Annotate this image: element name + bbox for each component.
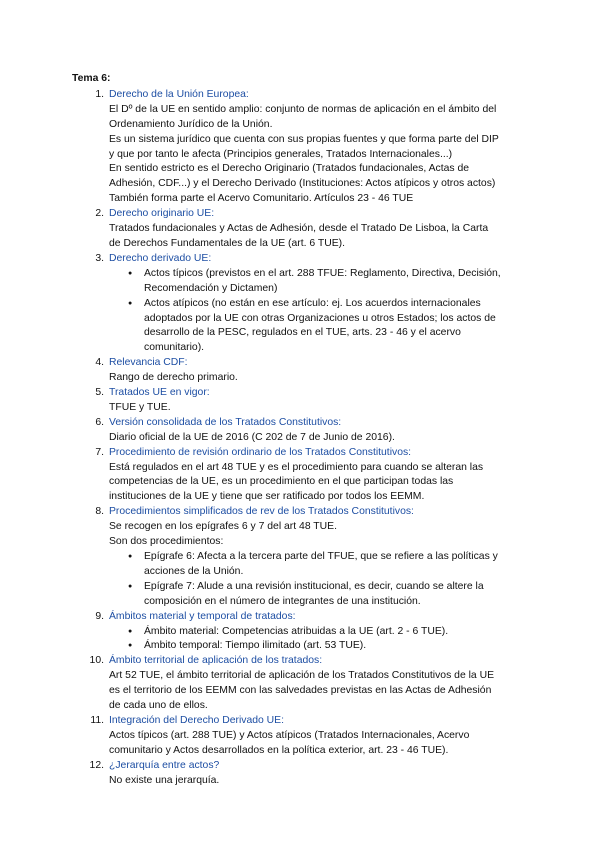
bullet-text-line: ● Epígrafe 6: Afecta a la tercera parte del TFUE, que se refiere a las políticas y [144,551,498,562]
item-text-line: Está regulados en el art 48 TUE y es el procedimiento para cuando se alteran las [109,461,484,473]
item-heading-link[interactable]: Relevancia CDF: [109,357,188,369]
item-text-line: TFUE y TUE. [109,401,171,413]
item-text-line: competencias de la UE, es un procedimiento en el que participan todas las [109,476,454,488]
item-text-line: Ordenamiento Jurídico de la Unión. [109,118,273,130]
item-text-line: Se recogen en los epígrafes 6 y 7 del art 48 TUE. [109,521,337,533]
item-heading-link[interactable]: Ámbitos material y temporal de tratados: [109,610,296,622]
item-text-line: Adhesión, CDF...) y el Derecho Derivado (Instituciones: Actos atípicos y otros actos) [109,178,496,190]
bullet-item [109,580,542,610]
item-text-line: comunitario y Actos desarrollados en la política exterior, art. 23 - 46 TUE). [109,744,449,756]
item-text-line: Rango de derecho primario. [109,372,238,384]
item-number: 5. [95,387,104,399]
list-item [72,759,542,789]
document-page [72,72,542,789]
item-number: 6. [95,416,104,428]
item-text-line: y que por tanto le afecta (Principios generales, Tratados Internacionales...) [109,148,453,160]
item-text-line: instituciones de la UE y tiene que ser ratificado por todos los EEMM. [109,491,425,503]
list-item [72,505,542,609]
item-heading-link[interactable]: Derecho de la Unión Europea: [109,88,249,100]
bullet-text-line: desarrollo de la PESC, regulados en el TUE, arts. 23 - 46 y el acervo [144,327,461,339]
list-item [72,416,542,446]
item-number: 8. [95,506,104,518]
item-text-line: Son dos procedimientos: [109,536,224,548]
bullet-text-line: comunitario). [144,342,205,354]
item-text-line: de Derechos Fundamentales de la UE (art. 6 TUE). [109,237,346,249]
item-text-line: Es un sistema jurídico que cuenta con sus propias fuentes y que forma parte del DIP [109,133,499,145]
item-heading-link[interactable]: Tratados UE en vigor: [109,387,210,399]
bullet-item [109,297,542,357]
item-text-line: Actos típicos (art. 288 TUE) y Actos atípicos (Tratados Internacionales, Acervo [109,729,470,741]
bullet-text-line: ● Actos típicos (previstos en el art. 288 TFUE: Reglamento, Directiva, Decisión, [144,267,501,279]
list-item [72,207,542,252]
item-heading-link[interactable]: Procedimientos simplificados de rev de los Tratados Constitutivos: [109,506,414,518]
item-number: 11. [90,714,104,726]
bullet-text-line: ● Ámbito temporal: Tiempo ilimitado (art. 53 TUE). [144,640,367,652]
bullet-item [109,625,542,640]
bullet-text-line: acciones de la Unión. [144,565,244,577]
bullet-list [109,267,542,356]
document-title: Tema 6: [72,73,111,84]
bullet-text-line: ● Ámbito material: Competencias atribuidas a la UE (art. 2 - 6 TUE). [144,625,449,637]
item-number: 7. [95,446,104,458]
list-item [72,88,542,207]
item-text-line: Art 52 TUE, el ámbito territorial de aplicación de los Tratados Constitutivos de la UE [109,670,495,682]
item-text-line: es el territorio de los EEMM con las salvedades previstas en las Actas de Adhesión [109,685,492,697]
bullet-text-line: Recomendación y Dictamen) [144,282,278,294]
item-number: 10. [89,655,104,667]
bullet-text-line: adoptados por la UE con otras Organizaciones u otros Estados; los actos de [144,312,496,324]
list-item [72,654,542,714]
bullet-item [109,639,542,654]
item-text-line: de cada uno de ellos. [109,700,208,712]
list-item [72,446,542,506]
numbered-list [72,88,542,789]
bullet-item [109,550,542,580]
item-text-line: Tratados fundacionales y Actas de Adhesión, desde el Tratado De Lisboa, la Carta [109,223,489,235]
item-number: 4. [95,357,104,369]
item-text-line: El Dº de la UE en sentido amplio: conjunto de normas de aplicación en el ámbito del [109,103,497,115]
item-text-line: No existe una jerarquía. [109,774,220,786]
item-text-line: Diario oficial de la UE de 2016 (C 202 de 7 de Junio de 2016). [109,431,395,443]
item-number: 12. [89,759,104,771]
bullet-list [109,550,542,610]
item-heading-link[interactable]: Versión consolidada de los Tratados Constitutivos: [109,416,342,428]
item-number: 3. [95,252,104,264]
item-heading-link[interactable]: ¿Jerarquía entre actos? [109,759,220,771]
list-item [72,610,542,655]
bullet-item [109,267,542,297]
item-number: 9. [95,610,104,622]
item-heading-link[interactable]: Procedimiento de revisión ordinario de los Tratados Constitutivos: [109,446,412,458]
list-item [72,386,542,416]
item-text-line: También forma parte el Acervo Comunitario. Artículos 23 - 46 TUE [109,193,414,205]
item-number: 2. [95,208,104,220]
item-number: 1. [95,88,104,100]
list-item [72,252,542,356]
list-item [72,356,542,386]
bullet-list [109,625,542,655]
item-heading-link[interactable]: Ámbito territorial de aplicación de los tratados: [109,655,323,667]
bullet-text-line: ● Epígrafe 7: Alude a una revisión institucional, es decir, cuando se altere la [144,580,484,592]
item-heading-link[interactable]: Derecho originario UE: [109,208,215,220]
bullet-text-line: composición en el número de integrantes de una institución. [144,595,421,607]
item-heading-link[interactable]: Derecho derivado UE: [109,252,212,264]
item-heading-link[interactable]: Integración del Derecho Derivado UE: [109,714,285,726]
item-text-line: En sentido estricto es el Derecho Originario (Tratados fundacionales, Actas de [109,163,470,175]
list-item [72,714,542,759]
bullet-text-line: ● Actos atípicos (no están en ese artículo: ej. Los acuerdos internacionales [144,297,481,309]
